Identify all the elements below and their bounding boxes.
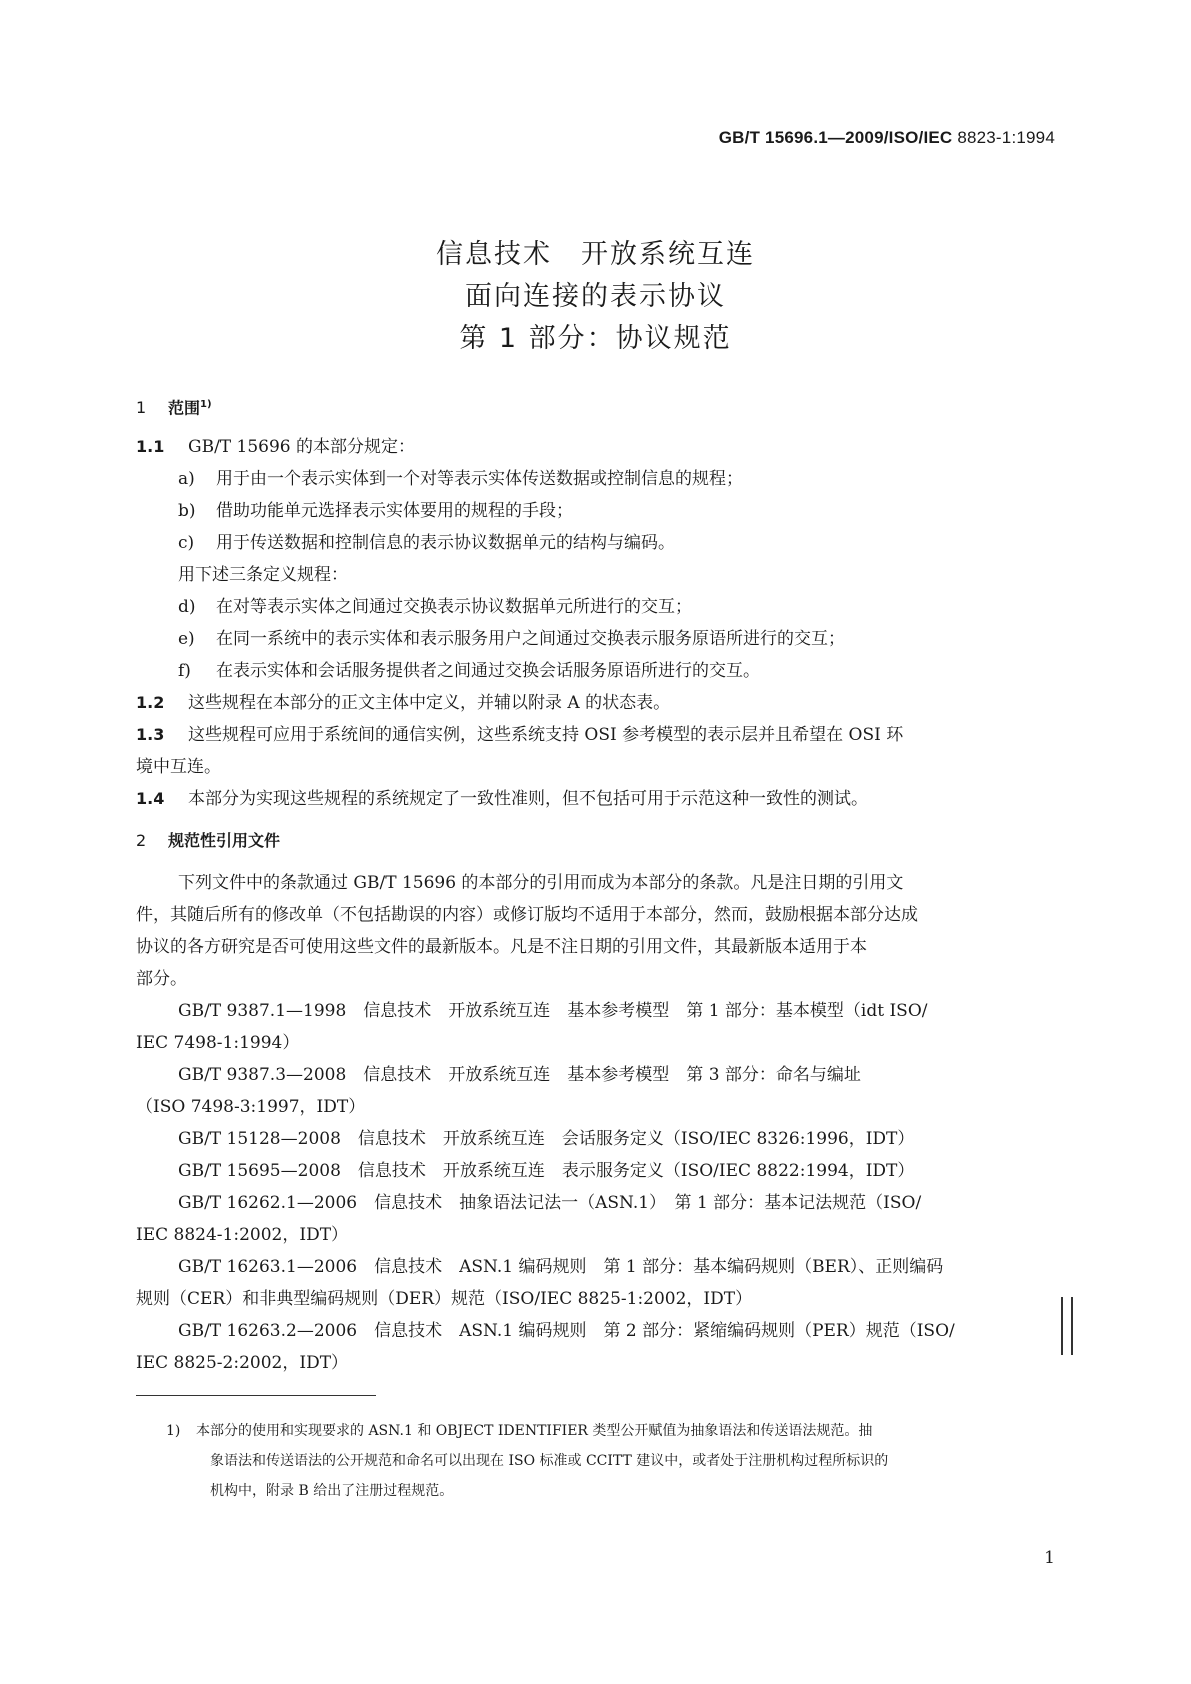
reference-line: （ISO 7498-3:1997，IDT）: [136, 1097, 366, 1117]
item-mark: f): [178, 661, 191, 681]
reference-line: IEC 8824-1:2002，IDT）: [136, 1225, 349, 1245]
title-line-1: 信息技术 开放系统互连: [436, 239, 755, 270]
list-item: [178, 500, 1098, 522]
header-code-bold: GB/T 15696.1—2009/ISO/IEC: [718, 128, 953, 147]
list-item: [178, 468, 1098, 490]
item-text: 在同一系统中的表示实体和表示服务用户之间通过交换表示服务原语所进行的交互；: [216, 629, 845, 649]
footnote: [166, 1416, 1056, 1446]
item-mark: d): [178, 597, 196, 617]
section-title: 范围: [168, 398, 201, 418]
reference-line: GB/T 15128—2008 信息技术 开放系统互连 会话服务定义（ISO/IEC 8326:1996，IDT）: [178, 1129, 915, 1149]
footnote-line: 象语法和传送语法的公开规范和命名可以出现在 ISO 标准或 CCITT 建议中，或者处于注册机构过程所标识的: [210, 1453, 889, 1469]
header-code-rest: 8823-1:1994: [952, 128, 1055, 147]
clause-text: 这些规程可应用于系统间的通信实例，这些系统支持 OSI 参考模型的表示层并且希望在 OSI 环: [188, 725, 904, 745]
section-number: 1: [136, 398, 147, 418]
change-bar: [1061, 1297, 1073, 1355]
define-line: 用下述三条定义规程：: [178, 565, 348, 585]
list-item: [178, 628, 1098, 650]
item-text: 借助功能单元选择表示实体要用的规程的手段；: [216, 501, 573, 521]
reference-line: IEC 7498-1:1994）: [136, 1033, 300, 1053]
item-mark: c): [178, 533, 195, 553]
item-mark: a): [178, 469, 195, 489]
clause-text: GB/T 15696 的本部分规定：: [188, 437, 416, 457]
section-1-heading: [136, 394, 1056, 419]
reference-line: GB/T 16263.2—2006 信息技术 ASN.1 编码规则 第 2 部分：紧缩编码规则（PER）规范（ISO/: [178, 1321, 955, 1341]
intro-line: 协议的各方研究是否可使用这些文件的最新版本。凡是不注日期的引用文件，其最新版本适用于本: [136, 937, 867, 957]
clause-1-2: [136, 692, 1056, 714]
clause-number: 1.4: [136, 789, 165, 808]
standard-code-header: [719, 128, 1055, 148]
reference-line: GB/T 9387.1—1998 信息技术 开放系统互连 基本参考模型 第 1 部分：基本模型（idt ISO/: [178, 1001, 928, 1021]
clause-number: 1.2: [136, 693, 165, 712]
reference-line: IEC 8825-2:2002，IDT）: [136, 1353, 349, 1373]
section-title: 规范性引用文件: [168, 831, 281, 850]
clause-1-3-cont: 境中互连。: [136, 757, 221, 777]
clause-1-1: [136, 436, 1056, 458]
list-item: [178, 532, 1098, 554]
list-item: [178, 660, 1098, 682]
item-text: 用于传送数据和控制信息的表示协议数据单元的结构与编码。: [216, 533, 675, 553]
clause-text: 本部分为实现这些规程的系统规定了一致性准则，但不包括可用于示范这种一致性的测试。: [188, 789, 868, 809]
clause-number: 1.1: [136, 437, 165, 456]
reference-line: GB/T 16262.1—2006 信息技术 抽象语法记法一（ASN.1） 第 1 部分：基本记法规范（ISO/: [178, 1193, 922, 1213]
item-text: 在表示实体和会话服务提供者之间通过交换会话服务原语所进行的交互。: [216, 661, 760, 681]
clause-number: 1.3: [136, 725, 165, 744]
footnote-mark: 1): [166, 1423, 181, 1439]
item-mark: b): [178, 501, 196, 521]
title-line-2: 面向连接的表示协议: [465, 281, 726, 312]
clause-1-4: [136, 788, 1056, 810]
reference-line: GB/T 16263.1—2006 信息技术 ASN.1 编码规则 第 1 部分：基本编码规则（BER）、正则编码: [178, 1257, 944, 1277]
intro-line: 下列文件中的条款通过 GB/T 15696 的本部分的引用而成为本部分的条款。凡是注日期的引用文: [178, 873, 904, 893]
list-item: [178, 596, 1098, 618]
footnote-line: 机构中，附录 B 给出了注册过程规范。: [210, 1483, 454, 1499]
clause-1-3: [136, 724, 1056, 746]
reference-line: 规则（CER）和非典型编码规则（DER）规范（ISO/IEC 8825-1:2002，IDT）: [136, 1289, 753, 1309]
item-text: 用于由一个表示实体到一个对等表示实体传送数据或控制信息的规程；: [216, 469, 743, 489]
item-mark: e): [178, 629, 195, 649]
title-line-3: 第 1 部分：协议规范: [459, 323, 732, 354]
footnote-divider: [136, 1395, 376, 1396]
reference-line: GB/T 9387.3—2008 信息技术 开放系统互连 基本参考模型 第 3 部分：命名与编址: [178, 1065, 861, 1085]
section-2-heading: [136, 830, 1056, 852]
page-number: 1: [1044, 1548, 1055, 1568]
reference-line: GB/T 15695—2008 信息技术 开放系统互连 表示服务定义（ISO/IEC 8822:1994，IDT）: [178, 1161, 915, 1181]
item-text: 在对等表示实体之间通过交换表示协议数据单元所进行的交互；: [216, 597, 692, 617]
intro-line: 件，其随后所有的修改单（不包括勘误的内容）或修订版均不适用于本部分，然而，鼓励根据本部分达成: [136, 905, 918, 925]
footnote-text: 本部分的使用和实现要求的 ASN.1 和 OBJECT IDENTIFIER 类型公开赋值为抽象语法和传送语法规范。抽: [196, 1423, 873, 1439]
section-number: 2: [136, 831, 147, 850]
clause-text: 这些规程在本部分的正文主体中定义，并辅以附录 A 的状态表。: [188, 693, 671, 713]
footnote-ref: 1): [200, 399, 212, 410]
intro-line: 部分。: [136, 969, 187, 989]
